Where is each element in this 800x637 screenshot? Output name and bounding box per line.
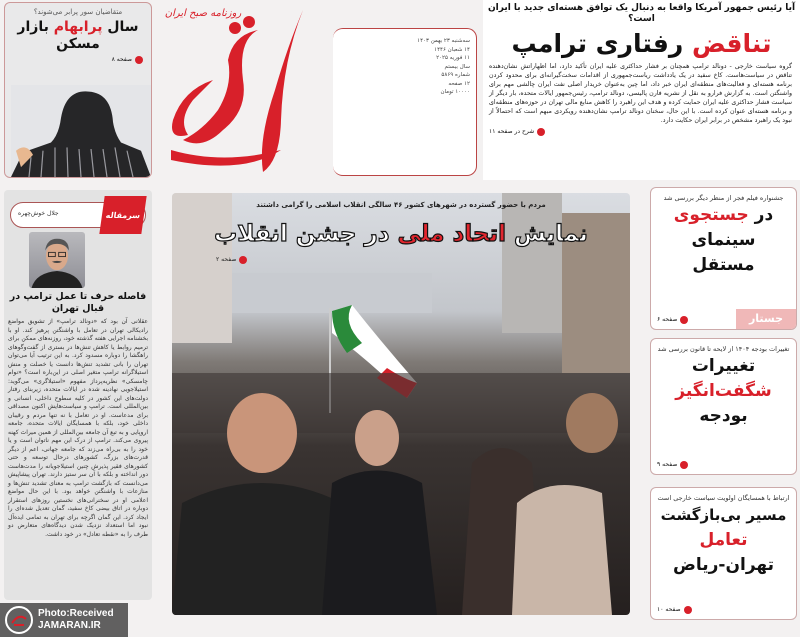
headline-line: مسیر بی‌بازگشت: [660, 506, 787, 524]
page-label: صفحه ۸: [111, 56, 132, 63]
page-ref: [216, 255, 247, 264]
issue-gregorian-date: ۱۱ فوریه ۲۰۲۵: [436, 55, 470, 61]
jamaran-logo-icon: [4, 605, 34, 635]
headline-line: مستقل: [692, 255, 755, 275]
headline-part: رفتاری ترامپ: [511, 29, 693, 58]
page-ref: [657, 605, 692, 614]
headline-part: سال: [102, 19, 139, 35]
budget-teaser[interactable]: [650, 338, 797, 475]
page-dot-icon: [684, 606, 692, 614]
tehran-riyadh-teaser[interactable]: [650, 487, 797, 620]
page-ref: [657, 315, 688, 324]
editorial-text: [8, 291, 148, 539]
headline-red-part: تناقض: [692, 29, 772, 58]
section-badge: جستار: [736, 309, 796, 329]
headline-line: [651, 203, 796, 228]
headline-red-part: جستجوی: [673, 205, 749, 225]
headline-part: در: [748, 205, 774, 225]
watermark-site: JAMARAN.IR: [38, 620, 101, 631]
page-label: صفحه ۹: [657, 461, 678, 468]
page-label: شرح در صفحه ۱۱: [489, 128, 535, 135]
teaser-kicker: تغییرات بودجه ۱۴۰۴ از لایحه تا قانون بررسی شد: [657, 345, 790, 353]
editorial-author: جلال خوش‌چهره: [18, 210, 59, 217]
page-ref: [5, 55, 151, 64]
headline-red-part: اتحاد ملی: [397, 221, 506, 247]
headline-line: بودجه: [699, 406, 748, 426]
housing-teaser[interactable]: [4, 2, 152, 178]
issue-year: سال بیستم: [444, 63, 470, 70]
logo-tagline: روزنامه صبح ایران: [164, 8, 242, 19]
page-label: صفحه ۲: [216, 256, 237, 263]
headline-red-part: تعامل: [699, 530, 748, 550]
teaser-headline: [5, 19, 151, 53]
lead-headline: [483, 28, 800, 59]
headline-line: سینمای: [691, 230, 756, 250]
editorial-title: فاصله حرف تا عمل ترامپ در قبال تهران: [9, 291, 147, 314]
editorial-body: عقلانی آن بود که «دونالد ترامپ» از تشویق مواضع رادیکالی تهران در تعامل با واشنگتن پرهیز کند. او با بخشنامه اجرایی هفته گذشته خود، روزنه‌های ممکن برای ترمیم روابط یا کاهش تنش‌ها در بستری از گفت‌وگوهای راهگشا را دوباره مسدود کرد. به این ترتیب آیا می‌توان تهران را بانی تشدید تنش‌ها دانست یا خصلت و منش استیلاگرانه ترامپ متغیر اصلی در این‌باره است؟ «نوام چامسکی» نظریه‌پرداز مفهوم «استیلاگری» می‌گوید: استیلاجویی نهادینه شده در ایالات متحده، زیربنای رفتار دولت‌های این کشور در کلیه سطوح داخلی، انسانی و بین‌المللی است. ترامپ و سیاست‌هایش اکنون مصداقی برای مدعاست. او در تعامل با نه تنها مردم و رقیبان داخلی خود، بلکه با همسایگان ایالات متحده، جامعه اروپایی و به تبع آن جامعه بین‌المللی از همین میراث کهنه پیروی می‌کند. ترامپ از درک این مهم ناتوان است و یا خود را به بی‌راه می‌زند که جامعه جهانی، اعم از دیگر قدرت‌های بزرگ، کشورهای درحال توسعه و حتی کشورهای فقیر پذیرش چنین استیلاجویانه را مدت‌هاست دور انداخته و بلکه با آن سر ستیز دارند. تهران پیشاپیش می‌دانست که بازگشت ترامپ به معنای تشدید تنش‌ها و منازعات با واشنگتن خواهد بود. با این حال مواضع اعلامی او در سخنرانی‌های نخستین روزهای استقرار دوباره در اتاق بیضی کاخ سفید، گمان تعدیل شده‌ای را ایجاد کرد. این گمان اگرچه برای تهران به تمامی ایده‌آل نبود اما استعداد نزدیک شدن دیدگاه‌های متعارض دو طرف را به «نقطه تعادل» در خود داشت.: [8, 318, 148, 538]
teaser-kicker: جشنواره فیلم فجر از منظر دیگر بررسی شد: [663, 194, 784, 202]
author-portrait-icon: [29, 232, 85, 288]
page-label: صفحه ۱۰: [657, 606, 681, 613]
page-ref: [483, 127, 800, 136]
issue-hijri-date: ۱۴ شعبان ۱۴۴۶: [434, 46, 470, 53]
issue-info-box: [333, 28, 477, 176]
photo-kicker: مردم با حضور گسترده در شهرهای کشور ۴۶ سالگی انقلاب اسلامی را گرامی داشتند: [256, 201, 546, 209]
headline-line: تهران-ریاض: [673, 555, 774, 575]
lead-body: گروه سیاست خارجی - دونالد ترامپ همچنان بر فشار حداکثری علیه ایران تأکید دارد، اما اظهاراتش نشان‌دهنده تناقض در سیاست‌هاست. کاخ سفید در یک یادداشت ریاست‌جمهوری از اقدامات سخت‌گیرانه‌ای برای محدود کردن برنامه هسته‌ای و فعالیت‌های منطقه‌ای ایران خبر داد، اما چین به‌عنوان خریدار اصلی نفت ایران چالشی مهم برای واشنگتن است. به گزارش فرارو به نقل از نشریه فارن پالیسی، دونالد ترامپ، رئیس‌جمهور ایالات متحده، بار دیگر از سیاست فشار حداکثری علیه ایران حمایت کرده و هدف این راهبرد را کاهش منابع مالی تهران در حوزه‌های منطقه‌ای و برنامه هسته‌ای عنوان کرده است. با این حال، سخنان دونالد ترامپ نشان‌دهنده رویکردی مبهم است که احتمالاً از نبود یک راهبرد مشخص در برابر ایران حکایت دارد.: [489, 63, 792, 124]
cinema-teaser[interactable]: [650, 187, 797, 330]
author-photo: [29, 232, 85, 288]
page-dot-icon: [537, 128, 545, 136]
headline-part: نمایش: [506, 221, 588, 247]
photo-watermark: [0, 603, 128, 637]
headline-part: بازار مسکن: [17, 19, 100, 52]
headline-red-part: پرابهام: [53, 19, 103, 35]
editorial-tag: سرمقاله: [99, 196, 146, 234]
editorial-column[interactable]: [4, 190, 152, 600]
headline-line: تغییرات: [691, 356, 756, 376]
lead-story[interactable]: [483, 0, 800, 180]
main-photo-story[interactable]: [172, 193, 630, 615]
page-label: صفحه ۶: [657, 316, 678, 323]
headline-part: در جشن انقلاب: [214, 221, 398, 247]
issue-date: سه‌شنبه ۲۳ بهمن ۱۴۰۳: [417, 38, 470, 44]
page-dot-icon: [680, 316, 688, 324]
page-dot-icon: [239, 256, 247, 264]
teaser-kicker: ارتباط با همسایگان اولویت سیاست خارجی است: [657, 494, 790, 502]
woman-photo: [11, 85, 151, 177]
page-dot-icon: [135, 56, 143, 64]
lead-kicker: آیا رئیس جمهور آمریکا واقعا به دنبال یک توافق هسته‌ای جدید با ایران است؟: [487, 3, 796, 24]
teaser-kicker: متقاضیان سور پرابر می‌شوند؟: [33, 8, 123, 16]
page-ref: [657, 460, 688, 469]
page-dot-icon: [680, 461, 688, 469]
price: ۱۰۰۰۰ تومان: [440, 89, 470, 95]
headline-red-part: شگفت‌انگیز: [675, 381, 772, 401]
newspaper-logo: [163, 0, 328, 180]
page-count: ۱۲ صفحه: [448, 80, 470, 87]
watermark-credit: Photo:Received: [38, 608, 114, 619]
issue-number: شماره ۵۸۶۹: [441, 72, 470, 78]
photo-headline: [172, 219, 630, 249]
